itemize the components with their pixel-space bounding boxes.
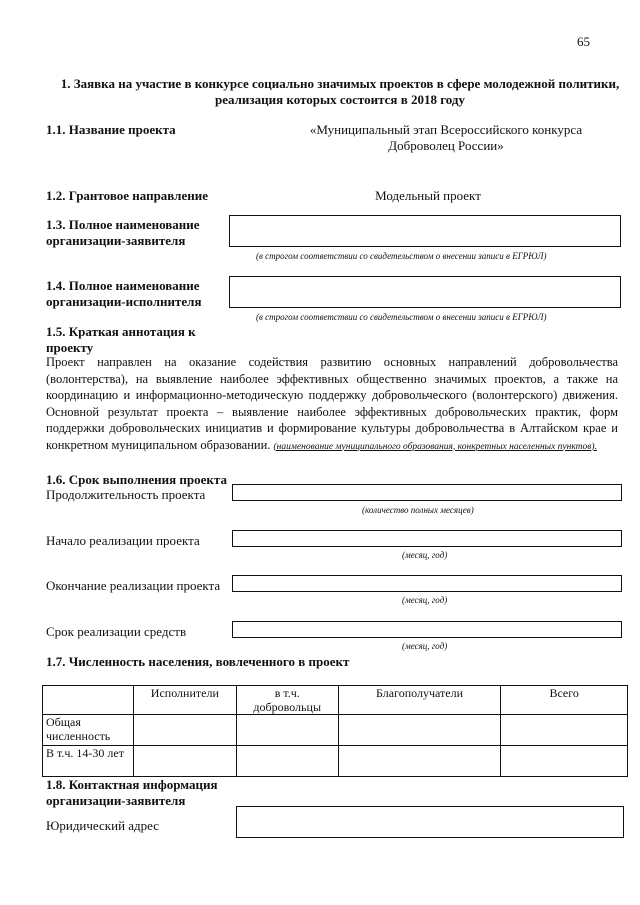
project-name-label: 1.1. Название проекта [46,122,176,137]
duration-label: Продолжительность проекта [46,487,206,502]
table-cell[interactable] [236,715,338,746]
contact-info-label: 1.8. Контактная информация организации-заявителя [46,777,218,808]
table-row [43,746,628,777]
annotation-text [46,354,618,455]
page-number: 65 [577,34,590,49]
table-cell[interactable] [501,746,628,777]
population-label: 1.7. Численность населения, вовлеченного в проект [46,654,350,669]
table-cell[interactable] [133,746,236,777]
end-field[interactable] [232,575,622,592]
legal-address-field[interactable] [236,806,624,838]
annotation-note: (наименование муниципального образования, конкретных населенных пунктов). [273,441,597,452]
table-cell[interactable] [236,746,338,777]
row-label-total: Общая численность [43,715,134,746]
table-header-cell [43,686,134,715]
row-label-youth: В т.ч. 14-30 лет [43,746,134,777]
grant-direction-label: 1.2. Грантовое направление [46,188,208,203]
duration-field[interactable] [232,484,622,501]
funds-field[interactable] [232,621,622,638]
legal-address-label: Юридический адрес [46,818,160,833]
grant-direction-value: Модельный проект [375,188,481,203]
table-cell[interactable] [338,746,501,777]
table-cell[interactable] [501,715,628,746]
start-note: (месяц, год) [402,550,448,560]
end-label: Окончание реализации проекта [46,578,221,593]
table-header-row [43,686,628,715]
table-header-cell: Всего [501,686,628,715]
annotation-label: 1.5. Краткая аннотация к проекту [46,324,196,355]
applicant-org-label: 1.3. Полное наименование организации-заявителя [46,217,200,248]
form-title: 1. Заявка на участие в конкурсе социально значимых проектов в сфере молодежной политики, реализация которых состоится в 2018 году [60,76,620,107]
project-name-value: «Муниципальный этап Всероссийского конкурса Доброволец России» [309,122,583,153]
funds-label: Срок реализации средств [46,624,187,639]
executor-org-note: (в строгом соответствии со свидетельством о внесении записи в ЕГРЮЛ) [256,312,547,322]
applicant-org-note: (в строгом соответствии со свидетельством о внесении записи в ЕГРЮЛ) [256,251,547,261]
table-cell[interactable] [338,715,501,746]
term-label: 1.6. Срок выполнения проекта [46,472,227,487]
population-table [42,685,628,777]
funds-note: (месяц, год) [402,641,448,651]
table-header-cell: Благополучатели [338,686,501,715]
table-header-cell: в т.ч. добровольцы [236,686,338,715]
end-note: (месяц, год) [402,595,448,605]
annotation-body: Проект направлен на оказание содействия развитию основных направлений добровольчества (волонтерства), на выявление наиболее эффективных общественно значимых проектов, а также на координацию и информационно-методическую поддержку добровольческого (волонтерского) движения. Основной результат проекта – выявление наиболее эффективных добровольческих практик, форм поддержки добровольческих инициатив и формирование культуры добровольчества в Алтайском крае и конкретном муниципальном образовании. [46,355,618,452]
table-header-cell: Исполнители [133,686,236,715]
executor-org-field[interactable] [229,276,621,308]
start-label: Начало реализации проекта [46,533,200,548]
applicant-org-field[interactable] [229,215,621,247]
duration-note: (количество полных месяцев) [362,505,474,515]
start-field[interactable] [232,530,622,547]
executor-org-label: 1.4. Полное наименование организации-исполнителя [46,278,202,309]
table-cell[interactable] [133,715,236,746]
table-row [43,715,628,746]
